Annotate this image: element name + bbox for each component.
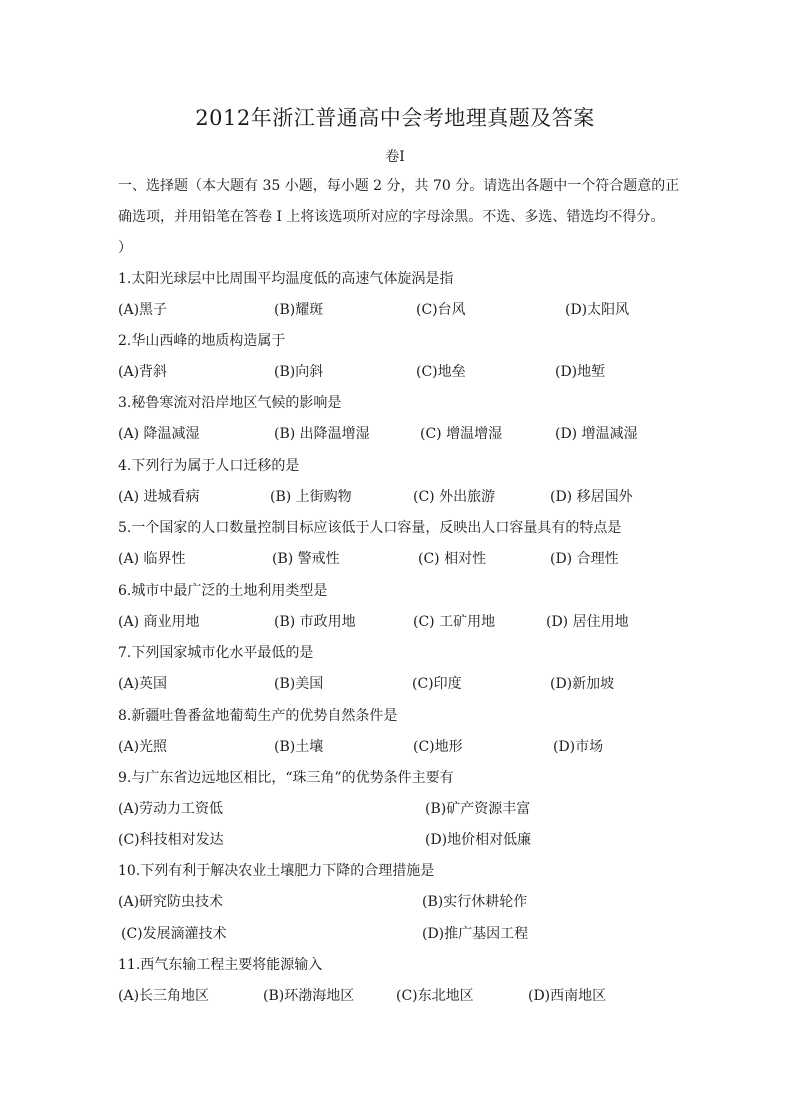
question-4-option-d: (D) 移居国外 [550, 489, 633, 505]
question-6-option-b: (B) 市政用地 [274, 614, 356, 630]
question-7-stem: 7.下列国家城市化水平最低的是 [118, 645, 314, 661]
question-3-stem: 3.秘鲁寒流对沿岸地区气候的影响是 [118, 395, 342, 411]
question-3-option-c: (C) 增温增湿 [420, 426, 503, 442]
question-8-option-d: (D)市场 [553, 739, 604, 755]
question-1-stem: 1.太阳光球层中比周围平均温度低的高速气体旋涡是指 [118, 271, 454, 287]
section-instruction-line-1: 一、选择题（本大题有 35 小题，每小题 2 分，共 70 分。请选出各题中一个符合题意的正 [118, 178, 680, 194]
page-title: 2012年浙江普通高中会考地理真题及答案 [195, 106, 595, 130]
question-9-stem: 9.与广东省边远地区相比，“珠三角”的优势条件主要有 [118, 770, 454, 786]
question-2-stem: 2.华山西峰的地质构造属于 [118, 333, 286, 349]
section-instruction-line-3: ） [118, 240, 132, 256]
section-instruction-line-2: 确选项，并用铅笔在答卷 I 上将该选项所对应的字母涂黑。不选、多选、错选均不得分。 [118, 209, 665, 225]
question-7-option-b: (B)美国 [274, 676, 324, 692]
question-4-option-b: (B) 上街购物 [270, 489, 352, 505]
question-5-option-b: (B) 警戒性 [272, 551, 340, 567]
question-2-option-c: (C)地垒 [416, 364, 466, 380]
question-8-option-b: (B)土壤 [274, 739, 324, 755]
question-1-option-d: (D)太阳风 [565, 302, 630, 318]
question-10-option-b: (B)实行休耕轮作 [422, 894, 528, 910]
paper-subtitle: 卷I [385, 149, 405, 165]
question-6-option-c: (C) 工矿用地 [413, 614, 496, 630]
question-9-option-d: (D)地价相对低廉 [425, 832, 532, 848]
question-6-option-d: (D) 居住用地 [546, 614, 629, 630]
question-6-option-a: (A) 商业用地 [118, 614, 200, 630]
question-10-option-d: (D)推广基因工程 [422, 926, 529, 942]
question-5-option-c: (C) 相对性 [418, 551, 487, 567]
question-9-option-c: (C)科技相对发达 [118, 832, 224, 848]
question-5-stem: 5.一个国家的人口数量控制目标应该低于人口容量，反映出人口容量具有的特点是 [118, 520, 622, 536]
question-1-option-a: (A)黑子 [118, 302, 168, 318]
question-7-option-a: (A)英国 [118, 676, 168, 692]
question-10-option-c: (C)发展滴灌技术 [121, 926, 227, 942]
question-9-option-b: (B)矿产资源丰富 [425, 801, 531, 817]
question-4-option-c: (C) 外出旅游 [413, 489, 496, 505]
question-11-stem: 11.西气东输工程主要将能源输入 [118, 957, 323, 973]
question-5-option-a: (A) 临界性 [118, 551, 186, 567]
question-4-stem: 4.下列行为属于人口迁移的是 [118, 458, 300, 474]
question-7-option-c: (C)印度 [412, 676, 462, 692]
question-5-option-d: (D) 合理性 [550, 551, 619, 567]
question-6-stem: 6.城市中最广泛的土地利用类型是 [118, 583, 328, 599]
question-3-option-a: (A) 降温减湿 [118, 426, 200, 442]
question-10-option-a: (A)研究防虫技术 [118, 894, 224, 910]
question-8-stem: 8.新疆吐鲁番盆地葡萄生产的优势自然条件是 [118, 708, 398, 724]
question-11-option-d: (D)西南地区 [528, 988, 607, 1004]
question-9-option-a: (A)劳动力工资低 [118, 801, 224, 817]
question-3-option-d: (D) 增温减湿 [555, 426, 638, 442]
question-1-option-c: (C)台风 [416, 302, 466, 318]
question-10-stem: 10.下列有利于解决农业土壤肥力下降的合理措施是 [118, 863, 435, 879]
question-8-option-c: (C)地形 [413, 739, 463, 755]
question-2-option-b: (B)向斜 [274, 364, 324, 380]
question-3-option-b: (B) 出降温增湿 [274, 426, 370, 442]
question-2-option-d: (D)地堑 [555, 364, 606, 380]
question-7-option-d: (D)新加坡 [550, 676, 615, 692]
question-4-option-a: (A) 进城看病 [118, 489, 200, 505]
question-8-option-a: (A)光照 [118, 739, 168, 755]
question-11-option-b: (B)环渤海地区 [263, 988, 355, 1004]
question-11-option-a: (A)长三角地区 [118, 988, 210, 1004]
question-1-option-b: (B)耀斑 [274, 302, 324, 318]
question-11-option-c: (C)东北地区 [396, 988, 474, 1004]
question-2-option-a: (A)背斜 [118, 364, 168, 380]
